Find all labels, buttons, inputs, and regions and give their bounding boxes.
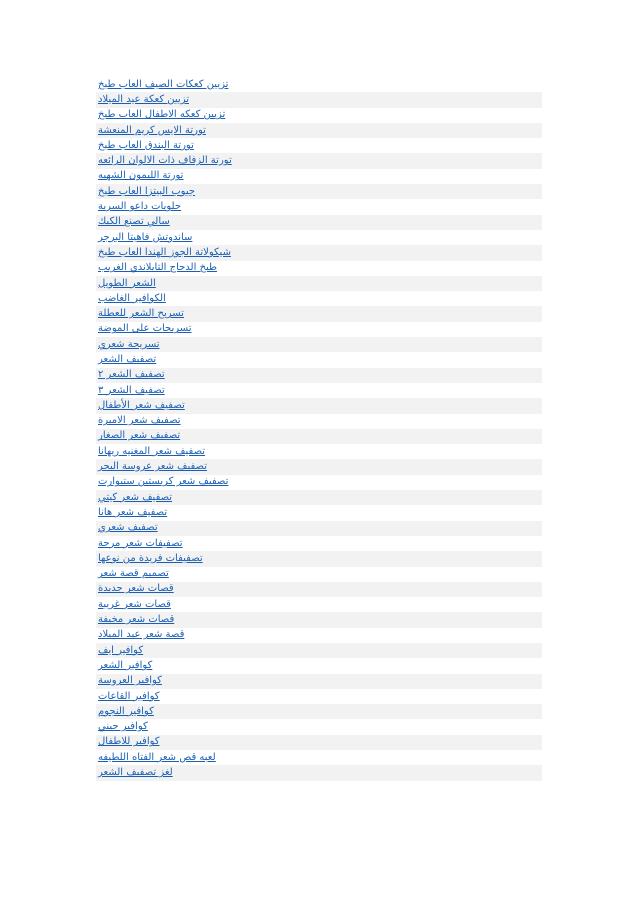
link[interactable]: تسريحة شعري xyxy=(98,338,160,350)
list-item xyxy=(96,597,542,612)
link[interactable]: كوافير ايف xyxy=(98,644,144,656)
link[interactable]: تصفيف شعري xyxy=(98,522,158,534)
link[interactable]: تسريحات على الموضة xyxy=(98,323,192,335)
list-item xyxy=(96,169,542,184)
list-item xyxy=(96,123,542,138)
link[interactable]: تصفيف شعر هانا xyxy=(98,506,168,518)
link[interactable]: تسريح الشعر للعطلة xyxy=(98,308,184,320)
list-item xyxy=(96,567,542,582)
link[interactable]: تصفيف شعر كيتي xyxy=(98,491,173,503)
link[interactable]: سالي تصنع الكيك xyxy=(98,216,170,228)
link[interactable]: تصفيف شعر كريستين ستيوارت xyxy=(98,476,229,488)
list-item xyxy=(96,368,542,383)
list-item xyxy=(96,735,542,750)
link[interactable]: كوافير القاعات xyxy=(98,690,160,702)
list-item xyxy=(96,689,542,704)
link[interactable]: قصات شعر غريبة xyxy=(98,598,171,610)
link[interactable]: كوافير العروسة xyxy=(98,675,162,687)
link[interactable]: تصفيفات شعر مرحة xyxy=(98,537,183,549)
list-item xyxy=(96,628,542,643)
link[interactable]: تزيين كعكة عيد الميلاد xyxy=(98,93,189,105)
link[interactable]: جيوب البيتزا العاب طبخ xyxy=(98,185,196,197)
link[interactable]: تورتة البندق العاب طبخ xyxy=(98,139,194,151)
link[interactable]: ساندوتش فاهيتا البرجر xyxy=(98,231,193,243)
link[interactable]: تورتة الايس كريم المنعشة xyxy=(98,124,206,136)
link[interactable]: تصفيف شعر عروسة البحر xyxy=(98,461,208,473)
link[interactable]: تصفيف الشعر xyxy=(98,353,157,365)
list-item xyxy=(96,138,542,153)
list-item xyxy=(96,765,542,780)
list-item xyxy=(96,582,542,597)
link-list xyxy=(96,77,542,781)
list-item xyxy=(96,245,542,260)
link[interactable]: الكوافير الغاضب xyxy=(98,292,166,304)
list-item xyxy=(96,184,542,199)
link[interactable]: تزيين كعكات الصيف العاب طبخ xyxy=(98,78,229,90)
list-item xyxy=(96,643,542,658)
link[interactable]: تصفيفات فريدة من نوعها xyxy=(98,552,203,564)
link[interactable]: كوافير الشعر xyxy=(98,659,153,671)
list-item xyxy=(96,536,542,551)
list-item xyxy=(96,444,542,459)
list-item xyxy=(96,398,542,413)
link[interactable]: تصفيف شعر المغنيه ريهانا xyxy=(98,445,206,457)
list-item xyxy=(96,108,542,123)
link[interactable]: الشعر الطويل xyxy=(98,277,156,289)
list-item xyxy=(96,352,542,367)
list-item xyxy=(96,276,542,291)
list-item xyxy=(96,612,542,627)
list-item xyxy=(96,750,542,765)
list-item xyxy=(96,306,542,321)
list-item xyxy=(96,261,542,276)
link[interactable]: طبخ الدجاج التايلاندي الغريب xyxy=(98,262,217,274)
list-item xyxy=(96,414,542,429)
list-item xyxy=(96,215,542,230)
list-item xyxy=(96,153,542,168)
link[interactable]: تزيين كعكه الاطفال العاب طبخ xyxy=(98,109,226,121)
list-item xyxy=(96,429,542,444)
list-item xyxy=(96,322,542,337)
list-item xyxy=(96,92,542,107)
list-item xyxy=(96,505,542,520)
link[interactable]: تورتة الزفاف ذات الالوان الرائعه xyxy=(98,155,232,167)
link[interactable]: قصة شعر عيد الميلاد xyxy=(98,629,185,641)
link[interactable]: تصميم قصة شعر xyxy=(98,568,169,580)
link[interactable]: تصفيف الشعر ٢ xyxy=(98,369,165,381)
link[interactable]: كوافير للاطفال xyxy=(98,736,160,748)
list-item xyxy=(96,490,542,505)
link[interactable]: تصفيف شعر الأطفال xyxy=(98,399,185,411)
list-item xyxy=(96,704,542,719)
link[interactable]: حلويات داعو السرية xyxy=(98,201,182,213)
list-item xyxy=(96,383,542,398)
link[interactable]: لغز تصفيف الشعر xyxy=(98,767,173,778)
link[interactable]: قصات شعر مخيفة xyxy=(98,614,175,626)
list-item xyxy=(96,291,542,306)
link[interactable]: تصفيف شعر الاميرة xyxy=(98,415,181,427)
link[interactable]: قصات شعر جديدة xyxy=(98,583,174,595)
list-item xyxy=(96,459,542,474)
list-item xyxy=(96,521,542,536)
list-item xyxy=(96,77,542,92)
link[interactable]: تصفيف الشعر ٣ xyxy=(98,384,165,396)
list-item xyxy=(96,230,542,245)
link[interactable]: كوافير النجوم xyxy=(98,705,154,717)
link[interactable]: كوافير جيني xyxy=(98,721,148,733)
link[interactable]: شيكولاتة الجوز الهندا العاب طبخ xyxy=(98,246,231,258)
list-item xyxy=(96,475,542,490)
list-item xyxy=(96,199,542,214)
link[interactable]: لعبه قص شعر الفتاه اللطيفه xyxy=(98,751,216,763)
list-item xyxy=(96,337,542,352)
link[interactable]: تصفيف شعر الصغار xyxy=(98,430,181,442)
list-item xyxy=(96,674,542,689)
list-item xyxy=(96,658,542,673)
link[interactable]: تورتة الليمون الشهيه xyxy=(98,170,184,182)
list-item xyxy=(96,551,542,566)
list-item xyxy=(96,719,542,734)
